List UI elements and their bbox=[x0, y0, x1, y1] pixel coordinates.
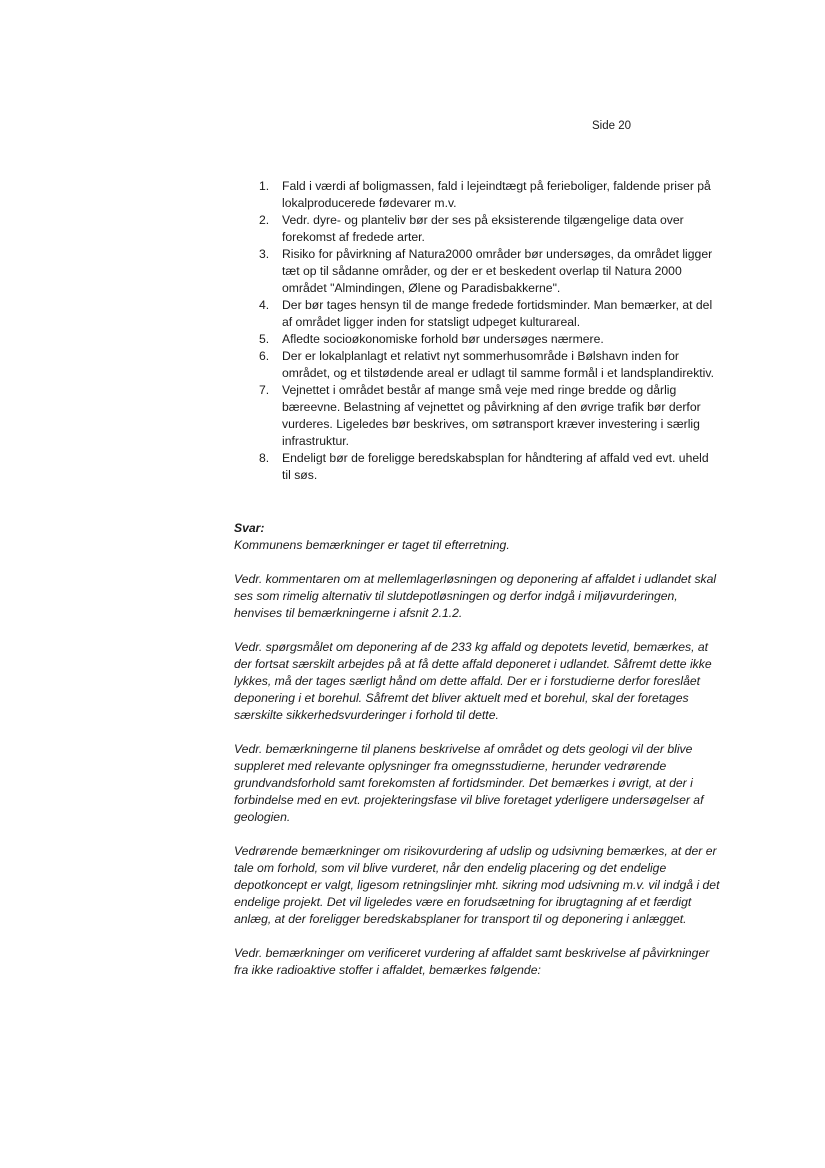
list-item bbox=[254, 348, 716, 382]
list-item bbox=[254, 178, 716, 212]
list-item-number: 8. bbox=[259, 451, 270, 465]
list-item-text: Endeligt bør de foreligge beredskabsplan for håndtering af affald ved evt. uheld til søs. bbox=[282, 451, 709, 482]
answer-paragraph: Vedr. bemærkninger om verificeret vurdering af affaldet samt beskrivelse af påvirkninger fra ikke radioaktive stoffer i affaldet, bemærkes følgende: bbox=[234, 946, 710, 977]
page-number: Side 20 bbox=[592, 120, 632, 132]
list-item-text: Vedr. dyre- og planteliv bør der ses på eksisterende tilgængelige data over forekomst af fredede arter. bbox=[282, 213, 684, 244]
requirements-list bbox=[254, 178, 716, 484]
list-item bbox=[254, 450, 716, 484]
list-item bbox=[254, 246, 716, 297]
list-item-number: 6. bbox=[259, 349, 270, 363]
list-item-text: Vejnettet i området består af mange små veje med ringe bredde og dårlig bæreevne. Belastning af vejnettet og påvirkning af den øvrige trafik bør derfor vurderes. Ligeledes bør beskrives, om søtransport kræver investering i særlig infrastruktur. bbox=[282, 383, 701, 448]
answer-section bbox=[234, 520, 720, 996]
list-item-text: Afledte socioøkonomiske forhold bør undersøges nærmere. bbox=[282, 332, 604, 346]
list-item bbox=[254, 331, 716, 348]
list-item-number: 3. bbox=[259, 247, 270, 261]
answer-paragraph: Vedr. spørgsmålet om deponering af de 233 kg affald og depotets levetid, bemærkes, at der fortsat særskilt arbejdes på at få dette affald deponeret i udlandet. Såfremt dette ikke lykkes, må der tages særligt hånd om dette affald. Der er i forstudierne derfor foreslået deponering i et borehul. Såfremt det bliver aktuelt med et borehul, skal der foretages særskilte sikkerhedsvurderinger i forhold til dette. bbox=[234, 640, 712, 722]
answer-paragraph: Vedrørende bemærkninger om risikovurdering af udslip og udsivning bemærkes, at der er tale om forhold, som vil blive vurderet, når den endelig placering og det endelige depotkoncept er valgt, ligesom retningslinjer mht. sikring mod udsivning m.v. vil indgå i det endelige projekt. Det vil ligeledes være en forudsætning for ibrugtagning af et færdigt anlæg, at der foreligger beredskabsplaner for transport til og deponering i anlægget. bbox=[234, 844, 720, 926]
list-item bbox=[254, 297, 716, 331]
list-item bbox=[254, 212, 716, 246]
list-item-text: Der bør tages hensyn til de mange fredede fortidsminder. Man bemærker, at del af området ligger inden for statsligt udpeget kulturareal. bbox=[282, 298, 713, 329]
list-item-text: Fald i værdi af boligmassen, fald i lejeindtægt på ferieboliger, faldende priser på lokalproducerede fødevarer m.v. bbox=[282, 179, 711, 210]
answer-paragraph: Vedr. bemærkningerne til planens beskrivelse af området og dets geologi vil der blive suppleret med relevante oplysninger fra omegnsstudierne, herunder vedrørende grundvandsforhold samt forekomsten af fortidsminder. Det bemærkes i øvrigt, at der i forbindelse med en evt. projekteringsfase vil blive foretaget yderligere undersøgelser af geologien. bbox=[234, 742, 704, 824]
list-item-number: 7. bbox=[259, 383, 270, 397]
list-item bbox=[254, 382, 716, 450]
answer-intro: Kommunens bemærkninger er taget til efterretning. bbox=[234, 538, 510, 552]
list-item-number: 5. bbox=[259, 332, 270, 346]
list-item-text: Risiko for påvirkning af Natura2000 områder bør undersøges, da området ligger tæt op til sådanne områder, og der er et beskedent overlap til Natura 2000 området "Almindingen, Ølene og Paradisbakkerne". bbox=[282, 247, 713, 295]
list-item-text: Der er lokalplanlagt et relativt nyt sommerhusområde i Bølshavn inden for området, og et tilstødende areal er udlagt til samme formål i et landsplandirektiv. bbox=[282, 349, 714, 380]
list-item-number: 1. bbox=[259, 179, 270, 193]
answer-heading: Svar: bbox=[234, 521, 265, 535]
list-item-number: 4. bbox=[259, 298, 270, 312]
answer-paragraph: Vedr. kommentaren om at mellemlagerløsningen og deponering af affaldet i udlandet skal ses som rimelig alternativ til slutdepotløsningen og derfor indgå i miljøvurderingen, henvises til bemærkningerne i afsnit 2.1.2. bbox=[234, 572, 717, 620]
list-item-number: 2. bbox=[259, 213, 270, 227]
